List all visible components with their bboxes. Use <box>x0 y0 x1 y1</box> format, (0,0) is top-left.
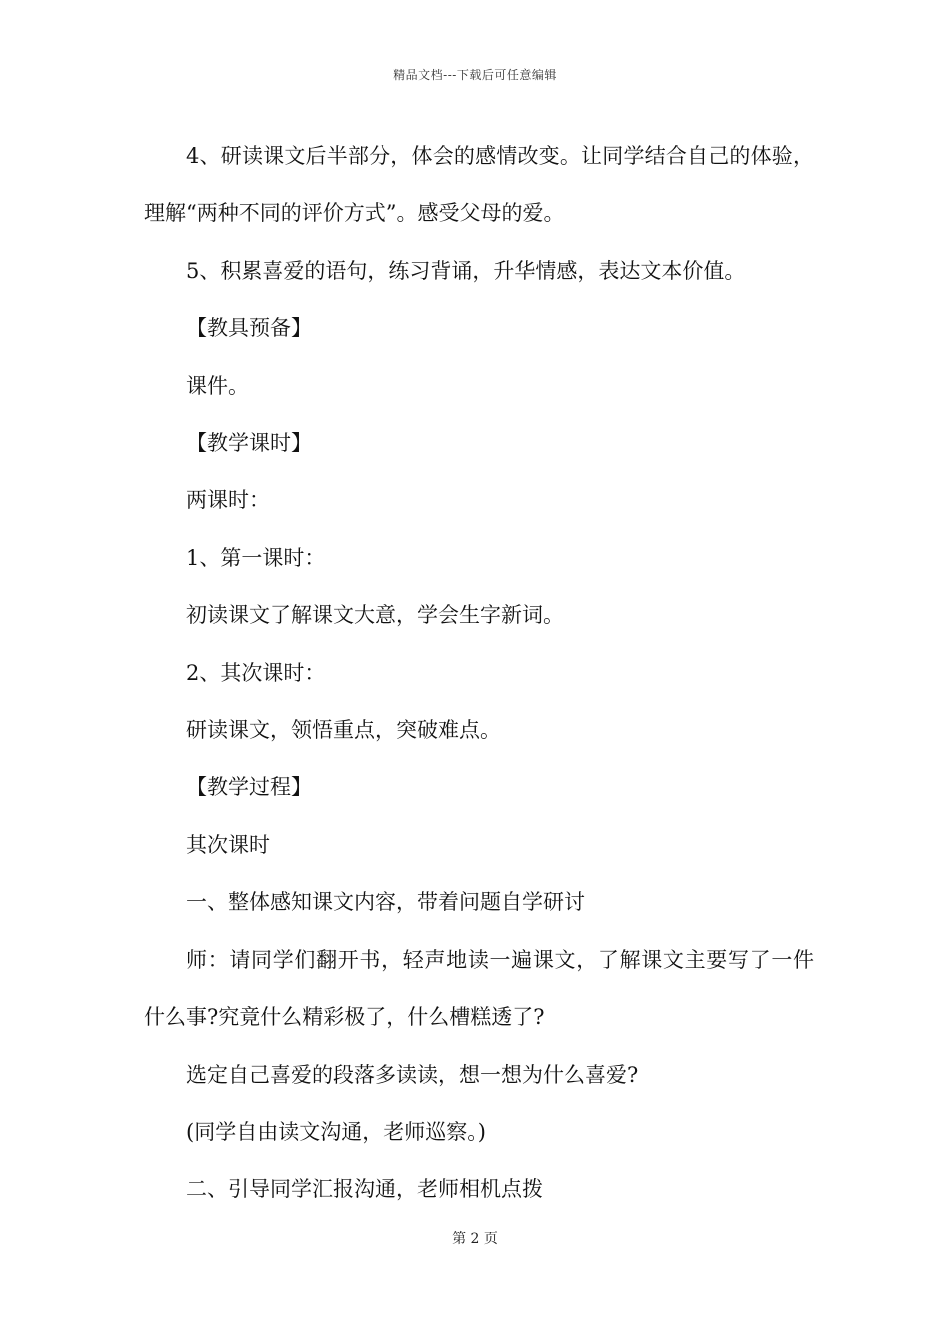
paragraph: 选定自己喜爱的段落多读读，想一想为什么喜爱? <box>186 1062 639 1087</box>
paragraph: 师：请同学们翻开书，轻声地读一遍课文，了解课文主要写了一件什么事?究竟什么精彩极了，什么槽糕透了? <box>144 947 814 1030</box>
section-heading: 【教具预备】 <box>186 316 312 341</box>
paragraph: 其次课时 <box>186 832 270 857</box>
paragraph: 1、第一课时： <box>186 545 326 570</box>
paragraph: 5、积累喜爱的语句，练习背诵，升华情感，表达文本价值。 <box>186 258 746 283</box>
paragraph: 二、引导同学汇报沟通，老师相机点拨 <box>186 1177 543 1202</box>
paragraph: 研读课文，领悟重点，突破难点。 <box>186 718 501 743</box>
page-header: 精品文档---下载后可任意编辑 <box>393 68 557 82</box>
paragraph: (同学自由读文沟通，老师巡察。) <box>186 1119 486 1144</box>
paragraph: 课件。 <box>186 373 249 398</box>
paragraph: 初读课文了解课文大意，学会生字新词。 <box>186 603 564 628</box>
document-body <box>144 128 814 1219</box>
paragraph: 一、整体感知课文内容，带着问题自学研讨 <box>186 890 585 915</box>
section-heading: 【教学课时】 <box>186 431 312 456</box>
paragraph: 4、研读课文后半部分，体会的感情改变。让同学结合自己的体验，理解“两种不同的评价方式”。感受父母的爱。 <box>144 144 814 226</box>
paragraph: 两课时： <box>186 488 270 513</box>
section-heading: 【教学过程】 <box>186 775 312 800</box>
paragraph: 2、其次课时： <box>186 660 326 685</box>
page-number: 第 2 页 <box>452 1231 498 1247</box>
